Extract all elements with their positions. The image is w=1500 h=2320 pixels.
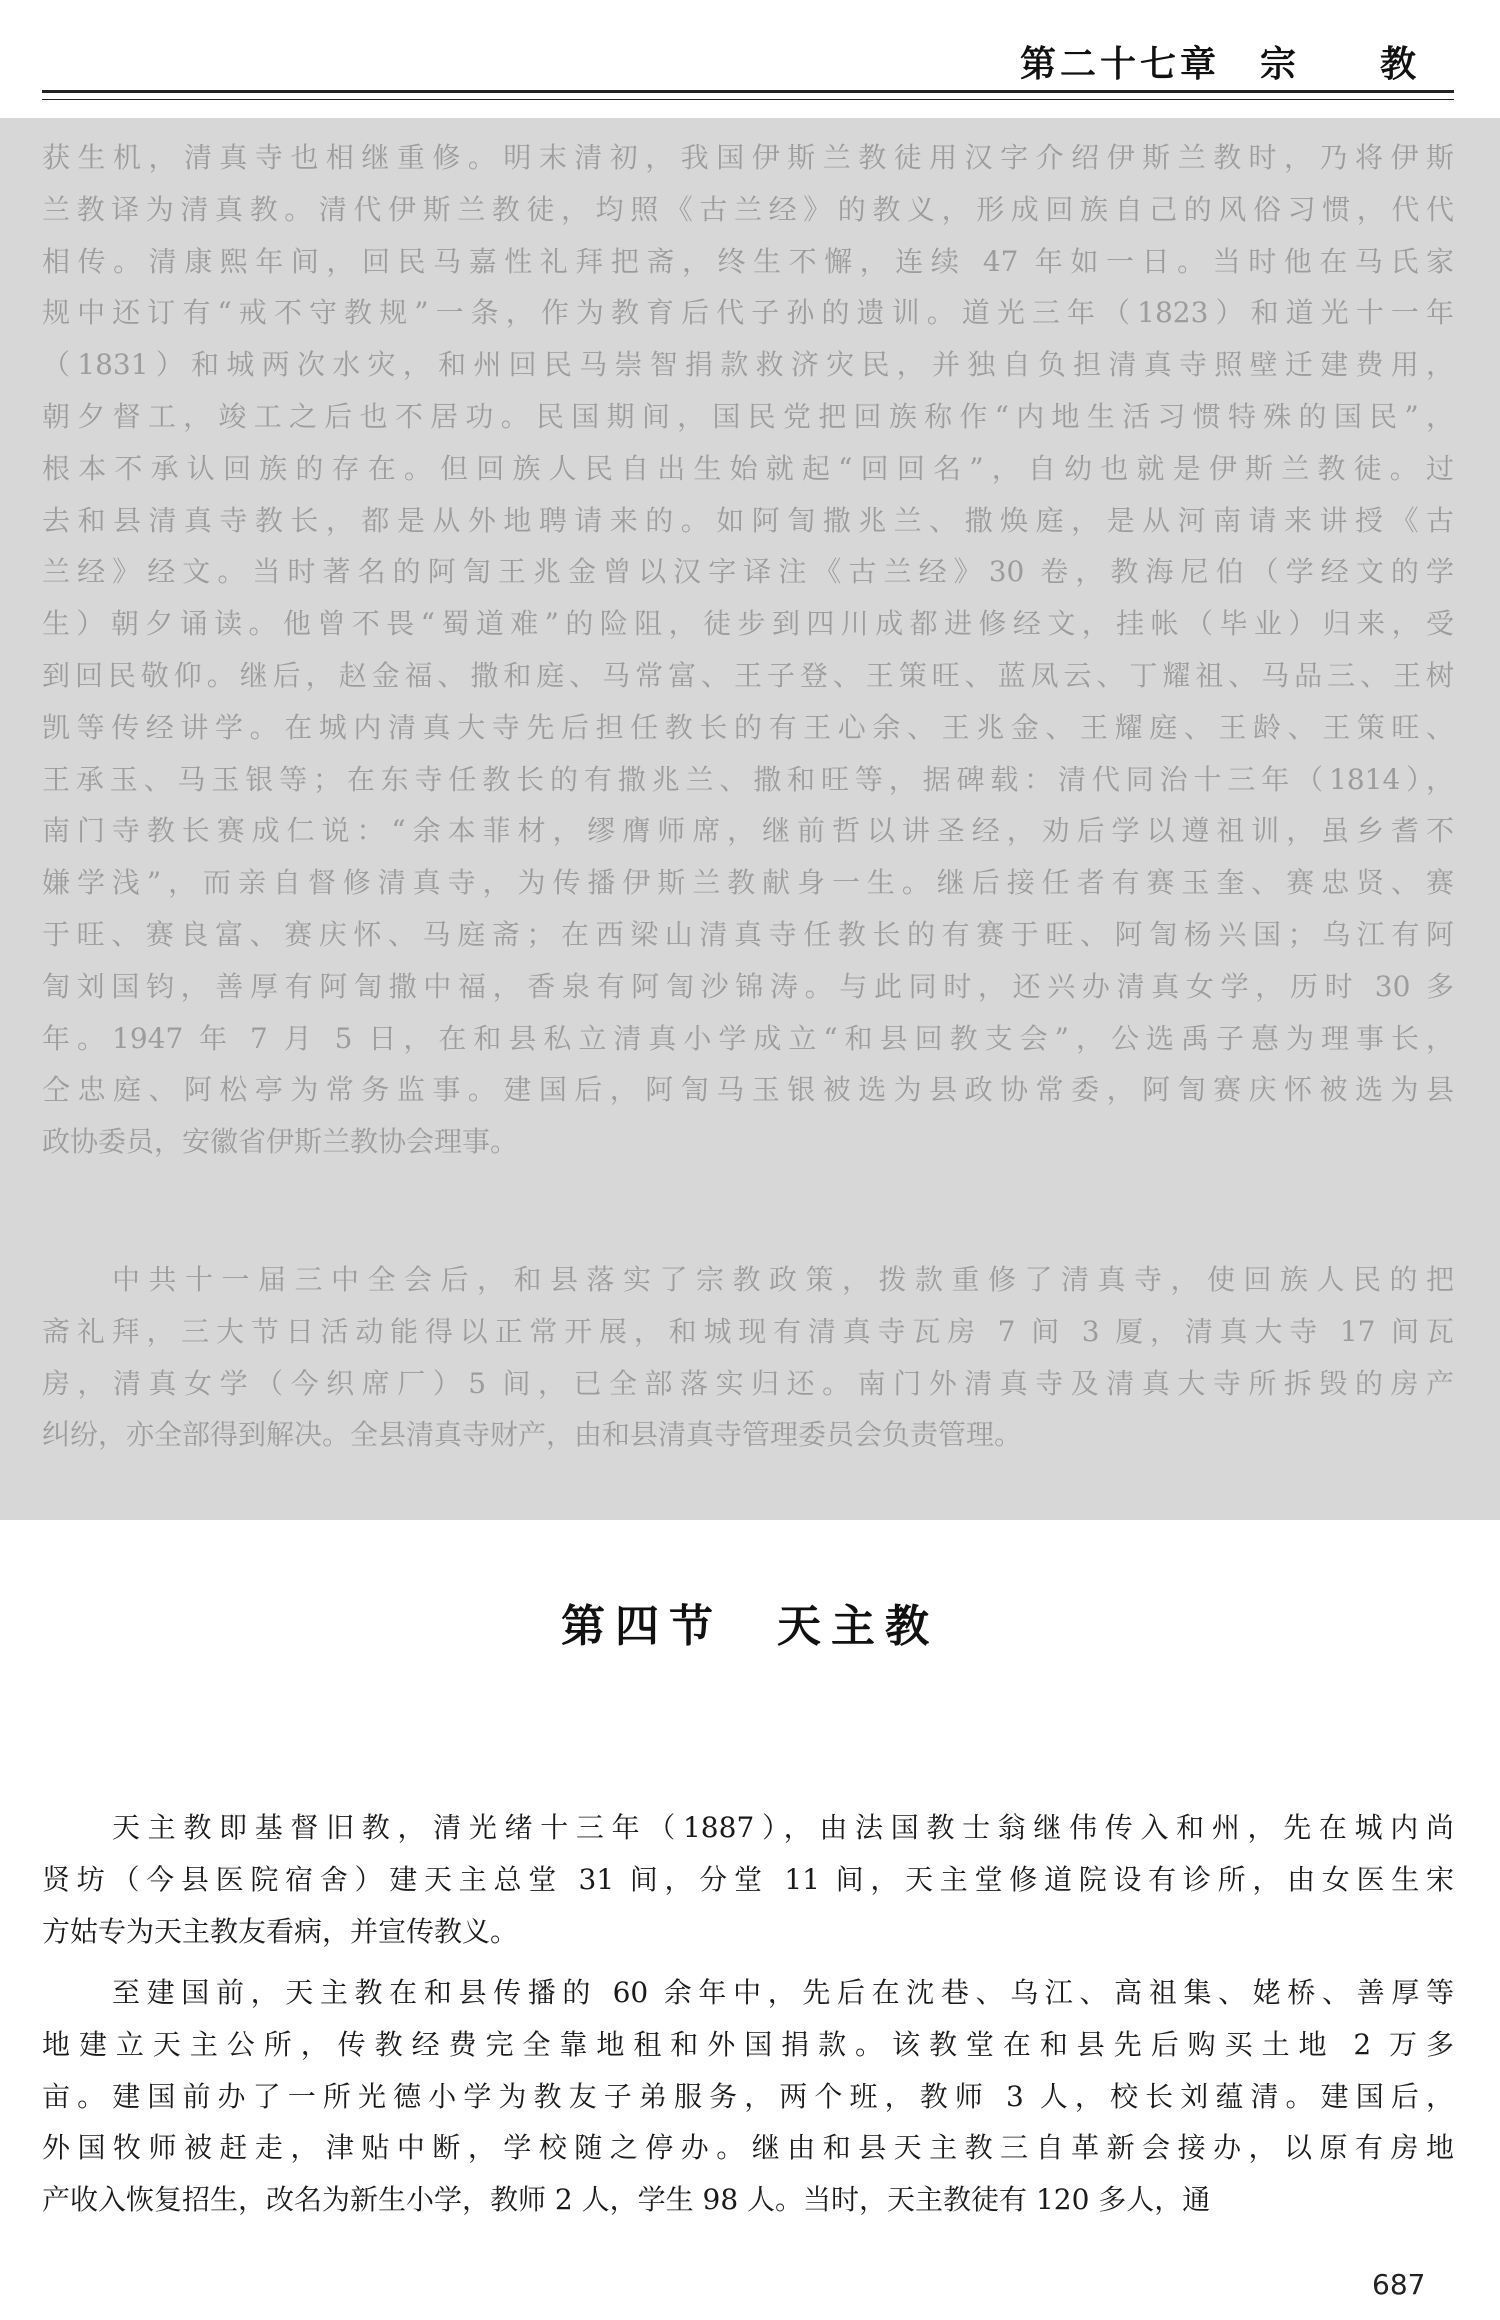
text-line: 纠纷，亦全部得到解决。全县清真寺财产，由和县清真寺管理委员会负责管理。 bbox=[42, 1418, 1023, 1452]
text-line: 去和县清真寺教长，都是从外地聘请来的。如阿訇撒兆兰、撒焕庭，是从河南请来讲授《古 bbox=[42, 503, 1454, 537]
text-line: 中共十一届三中全会后，和县落实了宗教政策，拨款重修了清真寺，使回族人民的把 bbox=[112, 1263, 1454, 1296]
text-line: 根本不承认回族的存在。但回族人民自出生始就起“回回名”，自幼也就是伊斯兰教徒。过 bbox=[42, 451, 1454, 485]
text-line: 房，清真女学（今织席厂）5 间，已全部落实归还。南门外清真寺及清真大寺所拆毁的房产 bbox=[42, 1366, 1454, 1400]
text-line: 外国牧师被赶走，津贴中断，学校随之停办。继由和县天主教三自革新会接办，以原有房地 bbox=[42, 2131, 1454, 2165]
text-line: 到回民敬仰。继后，赵金福、撒和庭、马常富、王子登、王策旺、蓝凤云、丁耀祖、马品三、王树 bbox=[42, 658, 1454, 692]
shaded-paragraph bbox=[42, 1254, 1454, 1461]
body-paragraph bbox=[42, 1967, 1454, 2226]
text-line: 年。1947 年 7 月 5 日，在和县私立清真小学成立“和县回教支会”，公选禹子惪为理事长， bbox=[42, 1021, 1454, 1055]
text-line: 斋礼拜，三大节日活动能得以正常开展，和城现有清真寺瓦房 7 间 3 厦，清真大寺 17 间瓦 bbox=[42, 1314, 1454, 1348]
text-line: 凯等传经讲学。在城内清真大寺先后担任教长的有王心余、王兆金、王耀庭、王龄、王策旺、 bbox=[42, 710, 1454, 744]
text-line: 仝忠庭、阿松亭为常务监事。建国后，阿訇马玉银被选为县政协常委，阿訇赛庆怀被选为县 bbox=[42, 1073, 1454, 1107]
text-line: 方姑专为天主教友看病，并宣传教义。 bbox=[42, 1914, 519, 1948]
text-line: 于旺、赛良富、赛庆怀、马庭斋；在西梁山清真寺任教长的有赛于旺、阿訇杨兴国；乌江有阿 bbox=[42, 917, 1454, 951]
text-line: 亩。建国前办了一所光德小学为教友子弟服务，两个班，教师 3 人，校长刘蕴清。建国后， bbox=[42, 2079, 1454, 2113]
shaded-paragraph bbox=[42, 132, 1454, 1168]
text-line: （1831）和城两次水灾，和州回民马崇智捐款救济灾民，并独自负担清真寺照壁迁建费用， bbox=[42, 348, 1454, 382]
body-paragraph bbox=[42, 1802, 1454, 1957]
text-line: 朝夕督工，竣工之后也不居功。民国期间，国民党把回族称作“内地生活习惯特殊的国民”， bbox=[42, 399, 1454, 433]
text-line: 政协委员，安徽省伊斯兰教协会理事。 bbox=[42, 1125, 519, 1159]
text-line: 相传。清康熙年间，回民马嘉性礼拜把斋，终生不懈，连续 47 年如一日。当时他在马氏家 bbox=[42, 244, 1454, 278]
text-line: 规中还订有“戒不守教规”一条，作为教育后代子孙的遗训。道光三年（1823）和道光十一年 bbox=[42, 296, 1454, 330]
section-title: 第四节 天主教 bbox=[561, 1601, 939, 1652]
text-line: 贤坊（今县医院宿舍）建天主总堂 31 间，分堂 11 间，天主堂修道院设有诊所，由女医生宋 bbox=[42, 1862, 1454, 1896]
text-line: 訇刘国钧，善厚有阿訇撒中福，香泉有阿訇沙锦涛。与此同时，还兴办清真女学，历时 30 多 bbox=[42, 969, 1454, 1003]
text-line: 嫌学浅”，而亲自督修清真寺，为传播伊斯兰教献身一生。继后接任者有赛玉奎、赛忠贤、赛 bbox=[42, 866, 1454, 900]
text-line: 王承玉、马玉银等；在东寺任教长的有撒兆兰、撒和旺等，据碑载：清代同治十三年（1814）， bbox=[42, 762, 1454, 796]
text-line: 兰经》经文。当时著名的阿訇王兆金曾以汉字译注《古兰经》30 卷，教海尼伯（学经文的学 bbox=[42, 555, 1454, 589]
text-line: 生）朝夕诵读。他曾不畏“蜀道难”的险阻，徒步到四川成都进修经文，挂帐（毕业）归来，受 bbox=[42, 607, 1454, 641]
running-header: 第二十七章 宗 教 bbox=[1019, 44, 1420, 85]
header-rule bbox=[42, 90, 1454, 93]
header-rule-thin bbox=[42, 99, 1454, 100]
text-line: 至建国前，天主教在和县传播的 60 余年中，先后在沈巷、乌江、高祖集、姥桥、善厚等 bbox=[112, 1976, 1454, 2009]
text-line: 南门寺教长赛成仁说：“余本菲材，缪膺师席，继前哲以讲圣经，劝后学以遵祖训，虽乡耆不 bbox=[42, 814, 1454, 848]
text-line: 获生机，清真寺也相继重修。明末清初，我国伊斯兰教徒用汉字介绍伊斯兰教时，乃将伊斯 bbox=[42, 141, 1454, 174]
text-line: 天主教即基督旧教，清光绪十三年（1887），由法国教士翁继伟传入和州，先在城内尚 bbox=[112, 1811, 1454, 1844]
text-line: 地建立天主公所，传教经费完全靠地租和外国捐款。该教堂在和县先后购买土地 2 万多 bbox=[42, 2027, 1454, 2061]
text-line: 产收入恢复招生，改名为新生小学，教师 2 人，学生 98 人。当时，天主教徒有 120 多人，通 bbox=[42, 2183, 1211, 2217]
text-line: 兰教译为清真教。清代伊斯兰教徒，均照《古兰经》的教义，形成回族自己的风俗习惯，代代 bbox=[42, 192, 1454, 226]
page-number: 687 bbox=[1372, 2268, 1426, 2301]
